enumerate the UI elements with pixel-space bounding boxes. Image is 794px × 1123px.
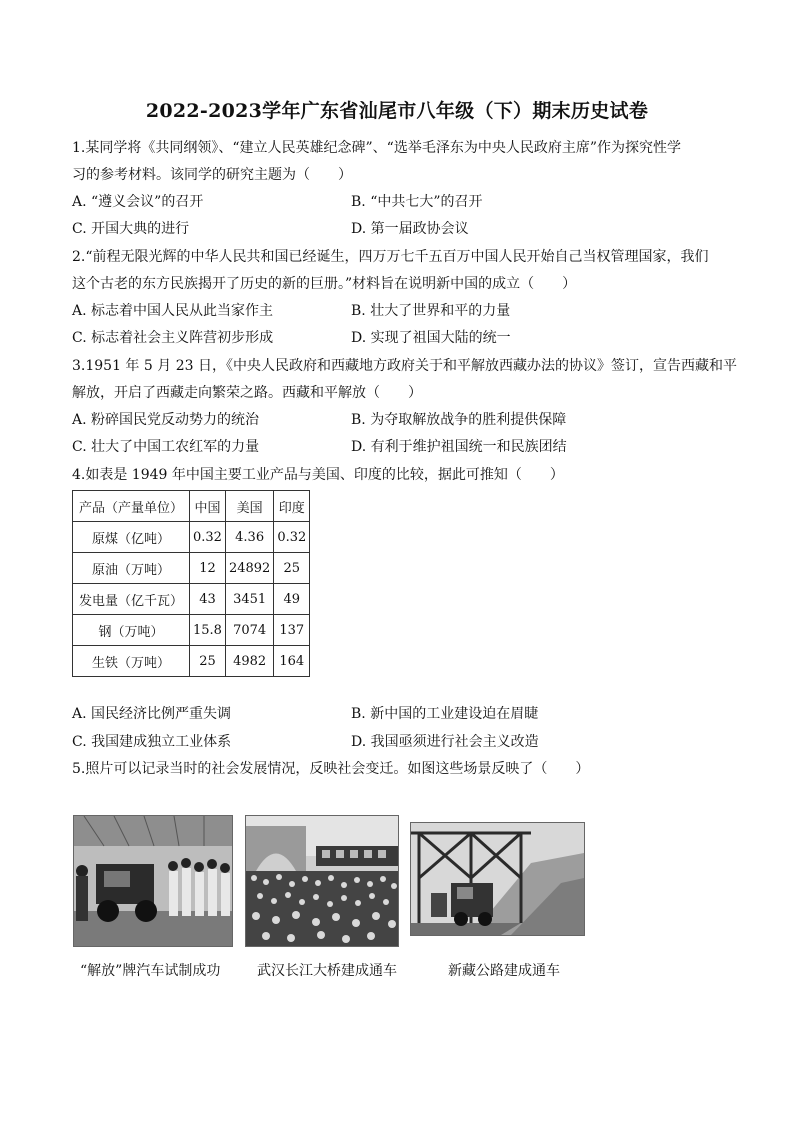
- table-cell: 25: [190, 646, 226, 677]
- table-cell: 24892: [225, 553, 273, 584]
- q2-option-d: D. 实现了祖国大陆的统一: [351, 330, 511, 346]
- table-cell: 生铁（万吨）: [73, 646, 190, 677]
- q1-option-c: C. 开国大典的进行: [72, 221, 190, 237]
- truck-photo: [73, 815, 233, 947]
- photo-caption-bridge: 武汉长江大桥建成通车: [257, 963, 397, 979]
- table-header-cell: 中国: [190, 491, 226, 522]
- q2-stem-line1: 2.“前程无限光辉的中华人民共和国已经诞生，四万万七千五百万中国人民开始自己当权管理国家，我们: [72, 249, 709, 265]
- table-header-row: [73, 491, 310, 522]
- photo-caption-highway: 新藏公路建成通车: [448, 963, 560, 979]
- table-cell: 164: [274, 646, 310, 677]
- table-row: [73, 646, 310, 677]
- table-cell: 原煤（亿吨）: [73, 522, 190, 553]
- highway-photo: [410, 822, 585, 936]
- table-cell: 49: [274, 584, 310, 615]
- q4-option-b: B. 新中国的工业建设迫在眉睫: [351, 706, 539, 722]
- q1-option-b: B. “中共七大”的召开: [351, 194, 483, 210]
- table-cell: 25: [274, 553, 310, 584]
- table-header-cell: 美国: [225, 491, 273, 522]
- q5-stem-line1: 5.照片可以记录当时的社会发展情况，反映社会变迁。如图这些场景反映了（ ）: [72, 761, 590, 777]
- bridge-crowd-photo: [245, 815, 399, 947]
- table-row: [73, 615, 310, 646]
- table-cell: 15.8: [190, 615, 226, 646]
- table-cell: 12: [190, 553, 226, 584]
- table-cell: 4.36: [225, 522, 273, 553]
- q1-stem-line1: 1.某同学将《共同纲领》、“建立人民英雄纪念碑”、“选举毛泽东为中央人民政府主席”作为探究性学: [72, 140, 681, 156]
- photo-caption-truck: “解放”牌汽车试制成功: [80, 963, 221, 979]
- q4-option-a: A. 国民经济比例严重失调: [72, 706, 232, 722]
- table-row: [73, 553, 310, 584]
- table-header-cell: 产品（产量单位）: [73, 491, 190, 522]
- page-title: 2022-2023学年广东省汕尾市八年级（下）期末历史试卷: [145, 100, 649, 122]
- table-cell: 4982: [225, 646, 273, 677]
- q3-option-b: B. 为夺取解放战争的胜利提供保障: [351, 412, 567, 428]
- table-cell: 43: [190, 584, 226, 615]
- q2-option-a: A. 标志着中国人民从此当家作主: [72, 303, 274, 319]
- table-cell: 137: [274, 615, 310, 646]
- q2-option-b: B. 壮大了世界和平的力量: [351, 303, 511, 319]
- q1-option-a: A. “遵义会议”的召开: [72, 194, 204, 210]
- table-cell: 钢（万吨）: [73, 615, 190, 646]
- q1-stem-line2: 习的参考材料。该同学的研究主题为（ ）: [72, 167, 352, 183]
- q1-option-d: D. 第一届政协会议: [351, 221, 469, 237]
- table-cell: 7074: [225, 615, 273, 646]
- q4-option-c: C. 我国建成独立工业体系: [72, 734, 232, 750]
- q4-stem-line1: 4.如表是 1949 年中国主要工业产品与美国、印度的比较，据此可推知（ ）: [72, 467, 564, 483]
- table-cell: 发电量（亿千瓦）: [73, 584, 190, 615]
- q4-option-d: D. 我国亟须进行社会主义改造: [351, 734, 539, 750]
- table-cell: 3451: [225, 584, 273, 615]
- table-cell: 0.32: [190, 522, 226, 553]
- q3-option-a: A. 粉碎国民党反动势力的统治: [72, 412, 260, 428]
- table-cell: 0.32: [274, 522, 310, 553]
- table-row: [73, 584, 310, 615]
- table-header-cell: 印度: [274, 491, 310, 522]
- q2-option-c: C. 标志着社会主义阵营初步形成: [72, 330, 274, 346]
- industry-comparison-table: [72, 490, 310, 677]
- table-row: [73, 522, 310, 553]
- q3-option-c: C. 壮大了中国工农红军的力量: [72, 439, 260, 455]
- q2-stem-line2: 这个古老的东方民族揭开了历史的新的巨册。”材料旨在说明新中国的成立（ ）: [72, 276, 577, 292]
- table-cell: 原油（万吨）: [73, 553, 190, 584]
- q3-stem-line1: 3.1951 年 5 月 23 日，《中央人民政府和西藏地方政府关于和平解放西藏办法的协议》签订，宣告西藏和平: [72, 358, 737, 374]
- q3-option-d: D. 有利于维护祖国统一和民族团结: [351, 439, 567, 455]
- q3-stem-line2: 解放，开启了西藏走向繁荣之路。西藏和平解放（ ）: [72, 385, 422, 401]
